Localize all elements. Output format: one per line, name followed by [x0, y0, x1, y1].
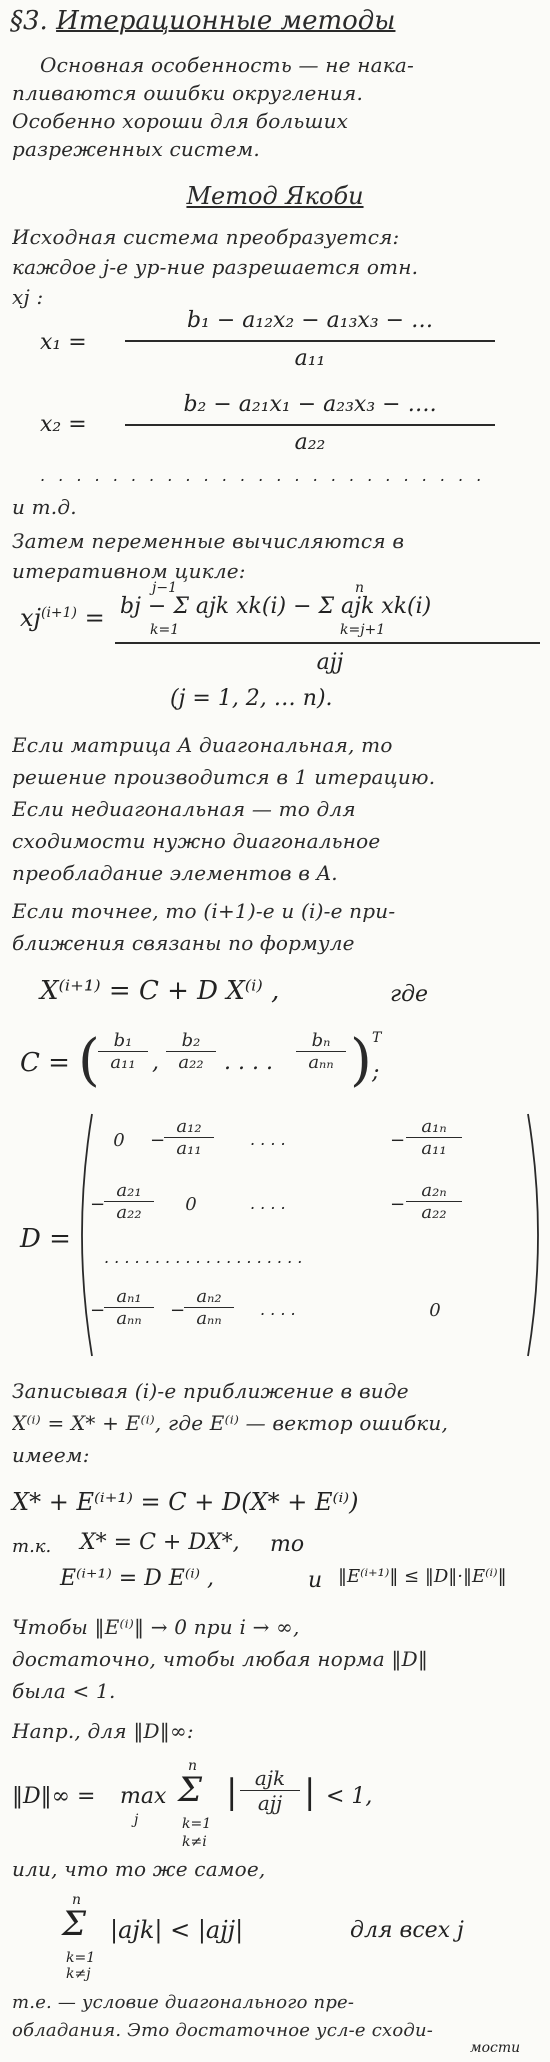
- intro-line-2: пливаются ошибки округления.: [12, 81, 364, 105]
- diag-line-1: Если матрица A диагональная, то: [12, 733, 393, 757]
- eq-C-comma-1: ,: [152, 1050, 159, 1075]
- eq-C-entry-2: b₂ a₂₂: [166, 1030, 216, 1073]
- eq-C-open-paren: (: [78, 1028, 100, 1093]
- matrix-D-r2c2: 0: [185, 1194, 197, 1215]
- eq-iter-sup: (i+1): [40, 605, 78, 621]
- eq-x2-fraction-bar: [125, 424, 495, 426]
- eq-tk-formula: X* = C + DX*,: [80, 1530, 240, 1555]
- eq-x2-numerator: b₂ − a₂₁x₁ − a₂₃x₃ − ….: [183, 392, 437, 417]
- eq-x1-numerator: b₁ − a₁₂x₂ − a₁₃x₃ − …: [186, 308, 434, 333]
- eq-same-sum-top: n: [72, 1892, 82, 1908]
- matrix-D-r1c3: . . . .: [250, 1130, 286, 1149]
- eq-same-sigma: Σ: [62, 1904, 87, 1944]
- matrix-D-r1c4-sign: −: [390, 1130, 406, 1151]
- eq-norm-abs-open: |: [226, 1772, 238, 1812]
- eq-iter-denominator: ajj: [316, 650, 344, 675]
- eq-iter-range: (j = 1, 2, … n).: [170, 686, 333, 711]
- matrix-D-r4c1: aₙ₁ aₙₙ: [104, 1286, 154, 1329]
- eq-same-sum-bottom-1: k=1: [66, 1950, 96, 1966]
- eq-x2-denominator: a₂₂: [294, 430, 326, 455]
- eq-D-lhs: D =: [20, 1224, 71, 1254]
- matrix-D-r1c2-sign: −: [150, 1130, 166, 1151]
- eq-iter-fraction-bar: [115, 642, 540, 644]
- intro-line-4: разреженных систем.: [12, 137, 260, 161]
- eq-iter-sum2-top: n: [355, 580, 365, 596]
- intro-line-1: Основная особенность — не нака-: [40, 53, 414, 77]
- jacobi-line-3: xj :: [12, 285, 44, 309]
- section-number: §3.: [10, 6, 48, 36]
- matrix-D-r2c3: . . . .: [250, 1194, 286, 1213]
- eq-C-close-paren: ): [350, 1028, 372, 1093]
- eq-err2-and: и: [308, 1568, 323, 1593]
- same-line: или, что то же самое,: [12, 1857, 266, 1881]
- section-name: Итерационные методы: [56, 6, 396, 36]
- matrix-D-r1c1: 0: [113, 1130, 125, 1151]
- eq-C-end: ;: [372, 1060, 380, 1085]
- eq-iter-numerator: bj − Σ ajk xk(i) − Σ ajk xk(i): [120, 594, 432, 619]
- eq-X: X⁽ⁱ⁺¹⁾ = C + D X⁽ⁱ⁾ ,: [40, 976, 280, 1006]
- eq-C-dots: . . . .: [224, 1050, 273, 1075]
- eq-err1: X* + E⁽ⁱ⁺¹⁾ = C + D(X* + E⁽ⁱ⁾): [12, 1488, 359, 1516]
- section-title: [10, 6, 395, 36]
- eq-same-body: |ajk| < |ajj|: [110, 1916, 244, 1944]
- eq-dots: . . . . . . . . . . . . . . . . . . . . . . . . .: [40, 466, 486, 485]
- eq-x1-denominator: a₁₁: [294, 346, 326, 371]
- norm-line-3: была < 1.: [12, 1679, 116, 1703]
- norm-line-2: достаточно, чтобы любая норма ‖D‖: [12, 1647, 429, 1671]
- matrix-D-r2c1: a₂₁ a₂₂: [104, 1180, 154, 1223]
- matrix-D-r4c1-sign: −: [90, 1300, 106, 1321]
- eq-x2-lhs: x₂ =: [40, 412, 87, 437]
- eq-same-tail: для всех j: [350, 1918, 464, 1943]
- eq-C-transpose: T: [372, 1030, 382, 1046]
- eq-norm-sum-bottom-1: k=1: [182, 1816, 212, 1832]
- eq-norm-lhs: ‖D‖∞ =: [12, 1784, 96, 1809]
- eq-norm-max-sub: j: [134, 1812, 139, 1828]
- error-line-3: имеем:: [12, 1443, 90, 1467]
- eq-err2-ineq: ‖E⁽ⁱ⁺¹⁾‖ ≤ ‖D‖·‖E⁽ⁱ⁾‖: [338, 1566, 507, 1587]
- eq-iter-sum1-bottom: k=1: [150, 622, 180, 638]
- eq-tk-label: т.к.: [12, 1536, 52, 1557]
- matrix-D-r4c3: . . . .: [260, 1300, 296, 1319]
- eq-iter-var: xj: [20, 604, 41, 632]
- matrix-D-r1c4: a₁ₙ a₁₁: [406, 1116, 462, 1159]
- matrix-D-r4c2-sign: −: [170, 1300, 186, 1321]
- eq-x1-fraction-bar: [125, 340, 495, 342]
- eq-norm-max: max: [120, 1784, 167, 1809]
- eq-tk-then: то: [270, 1532, 305, 1557]
- matrix-D-dots-row: . . . . . . . . . . . . . . . . . . . .: [104, 1248, 303, 1267]
- final-tail: мости: [470, 2040, 521, 2056]
- final-line-1: т.е. — условие диагонального пре-: [12, 1992, 355, 2013]
- diag-line-3: Если недиагональная — то для: [12, 797, 356, 821]
- approx-line-2: ближения связаны по формуле: [12, 931, 355, 955]
- eq-norm-abs-close: |: [304, 1772, 316, 1812]
- iter-line-1: Затем переменные вычисляются в: [12, 529, 405, 553]
- eq-iter-lhs: $xj^{(i+1)}$ =: [20, 604, 105, 632]
- diag-line-2: решение производится в 1 итерацию.: [12, 765, 436, 789]
- etc-text: и т.д.: [12, 495, 77, 519]
- eq-norm-rhs: < 1,: [326, 1784, 373, 1809]
- matrix-D-r4c2: aₙ₂ aₙₙ: [184, 1286, 234, 1329]
- eq-iter-sum2-bottom: k=j+1: [340, 622, 386, 638]
- eq-C-entry-1: b₁ a₁₁: [98, 1030, 148, 1073]
- diag-line-4: сходимости нужно диагональное: [12, 829, 381, 853]
- final-line-2: обладания. Это достаточное усл-е сходи-: [12, 2020, 434, 2041]
- method-title: Метод Якоби: [186, 182, 364, 210]
- iter-line-2: итеративном цикле:: [12, 559, 246, 583]
- eq-X-where: где: [390, 982, 429, 1007]
- error-line-2: X⁽ⁱ⁾ = X* + E⁽ⁱ⁾, где E⁽ⁱ⁾ — вектор ошибки,: [12, 1411, 449, 1435]
- approx-line-1: Если точнее, то (i+1)-е и (i)-е при-: [12, 899, 396, 923]
- eq-norm-fraction: ajk ajj: [240, 1766, 300, 1815]
- eq-iter-sum1-top: j−1: [152, 580, 177, 596]
- norm-line-1: Чтобы ‖E⁽ⁱ⁾‖ → 0 при i → ∞,: [12, 1615, 300, 1639]
- example-line: Напр., для ‖D‖∞:: [12, 1719, 194, 1743]
- diag-line-5: преобладание элементов в A.: [12, 861, 338, 885]
- jacobi-line-1: Исходная система преобразуется:: [12, 225, 400, 249]
- eq-C-lhs: C =: [20, 1048, 70, 1078]
- intro-line-3: Особенно хороши для больших: [12, 109, 349, 133]
- matrix-D-r4c4: 0: [429, 1300, 441, 1321]
- eq-norm-sigma: Σ: [178, 1770, 203, 1810]
- error-line-1: Записывая (i)-е приближение в виде: [12, 1379, 409, 1403]
- matrix-D-r2c4-sign: −: [390, 1194, 406, 1215]
- eq-err2: E⁽ⁱ⁺¹⁾ = D E⁽ⁱ⁾ ,: [60, 1566, 215, 1591]
- matrix-D-r2c4: a₂ₙ a₂₂: [406, 1180, 462, 1223]
- eq-norm-sum-bottom-2: k≠i: [182, 1834, 207, 1850]
- matrix-D-r2c1-sign: −: [90, 1194, 106, 1215]
- matrix-D-r1c2: a₁₂ a₁₁: [164, 1116, 214, 1159]
- jacobi-line-2: каждое j-е ур-ние разрешается отн.: [12, 255, 419, 279]
- eq-same-sum-bottom-2: k≠j: [66, 1966, 91, 1982]
- eq-norm-sum-top: n: [188, 1758, 198, 1774]
- eq-C-entry-n: bₙ aₙₙ: [296, 1030, 346, 1073]
- eq-x1-lhs: x₁ =: [40, 330, 87, 355]
